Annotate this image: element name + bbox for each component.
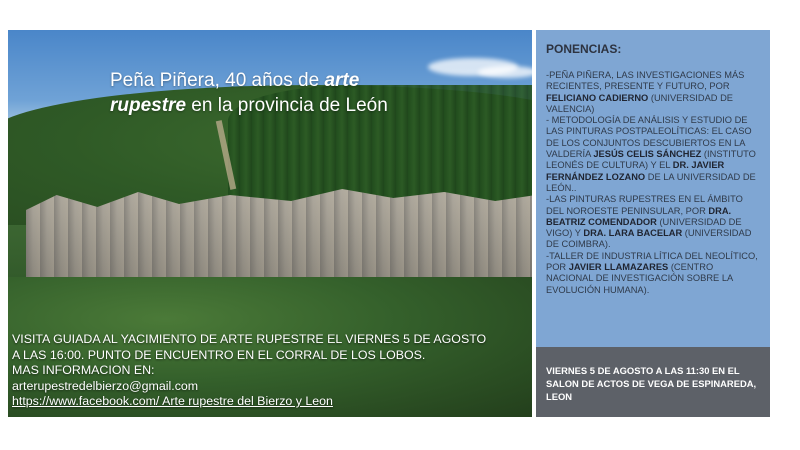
facebook-link[interactable]: https://www.facebook.com/ Arte rupestre del Bierzo y Leon bbox=[12, 394, 333, 408]
speaker-name: DR. JAVIER FERNÁNDEZ LOZANO bbox=[546, 160, 725, 182]
title-part: en la provincia de León bbox=[186, 95, 388, 116]
talk-item bbox=[546, 251, 762, 296]
talk-text: (UNIVERSIDAD DE COIMBRA). bbox=[546, 228, 752, 250]
event-date-box bbox=[536, 347, 770, 417]
panel-heading: PONENCIAS: bbox=[546, 42, 622, 56]
talk-item bbox=[546, 194, 762, 250]
talks-panel bbox=[536, 30, 770, 347]
poster-title bbox=[110, 68, 510, 118]
event-date-text: VIERNES 5 DE AGOSTO A LAS 11:30 EN EL SALON DE ACTOS DE VEGA DE ESPINAREDA, LEON bbox=[546, 365, 757, 402]
talk-text: (UNIVERSIDAD DE VALENCIA) bbox=[546, 92, 733, 114]
talk-text: DE LA UNIVERSIDAD DE LEÓN.. bbox=[546, 171, 756, 193]
speaker-name: JESÚS CELIS SÁNCHEZ bbox=[593, 149, 702, 160]
talks-list bbox=[546, 70, 762, 296]
visit-line: MAS INFORMACION EN: bbox=[12, 363, 155, 377]
title-emphasis: arte bbox=[324, 70, 360, 91]
speaker-name: DRA. BEATRIZ COMENDADOR bbox=[546, 205, 732, 227]
speaker-name: FELICIANO CADIERNO bbox=[546, 92, 649, 103]
talk-text: -LAS PINTURAS RUPESTRES EN EL ÁMBITO DEL NOROESTE PENINSULAR, POR bbox=[546, 194, 743, 216]
talk-text: (INSTITUTO LEONÉS DE CULTURA) Y EL bbox=[546, 149, 756, 171]
visit-line: A LAS 16:00. PUNTO DE ENCUENTRO EN EL CORRAL DE LOS LOBOS. bbox=[12, 347, 426, 362]
talk-text: - METODOLOGÍA DE ANÁLISIS Y ESTUDIO DE LAS PINTURAS POSTPALEOLÍTICAS: EL CASO DE LOS CONJUNTOS DESCUBIERTOS EN LA VALDERÍA bbox=[546, 115, 752, 160]
talk-text: -PEÑA PIÑERA, LAS INVESTIGACIONES MÁS RECIENTES, PRESENTE Y FUTURO, POR bbox=[546, 70, 745, 92]
talk-text: -TALLER DE INDUSTRIA LÍTICA DEL NEOLÍTICO, POR bbox=[546, 250, 758, 273]
speaker-name: DRA. LARA BACELAR bbox=[583, 228, 683, 239]
title-part: Peña Piñera, 40 años de bbox=[110, 70, 325, 91]
talk-text: (CENTRO NACIONAL DE INVESTIGACIÓN SOBRE LA EVOLUCIÓN HUMANA). bbox=[546, 262, 733, 295]
visit-info bbox=[12, 332, 532, 410]
title-emphasis: rupestre bbox=[110, 95, 187, 116]
talk-item bbox=[546, 115, 762, 194]
talk-item bbox=[546, 70, 762, 115]
speaker-name: JAVIER LLAMAZARES bbox=[568, 262, 669, 273]
talk-text: (UNIVERSIDAD DE VIGO) Y bbox=[546, 216, 742, 239]
contact-email[interactable]: arterupestredelbierzo@gmail.com bbox=[12, 378, 199, 393]
visit-line: VISITA GUIADA AL YACIMIENTO DE ARTE RUPESTRE EL VIERNES 5 DE AGOSTO bbox=[12, 332, 487, 346]
